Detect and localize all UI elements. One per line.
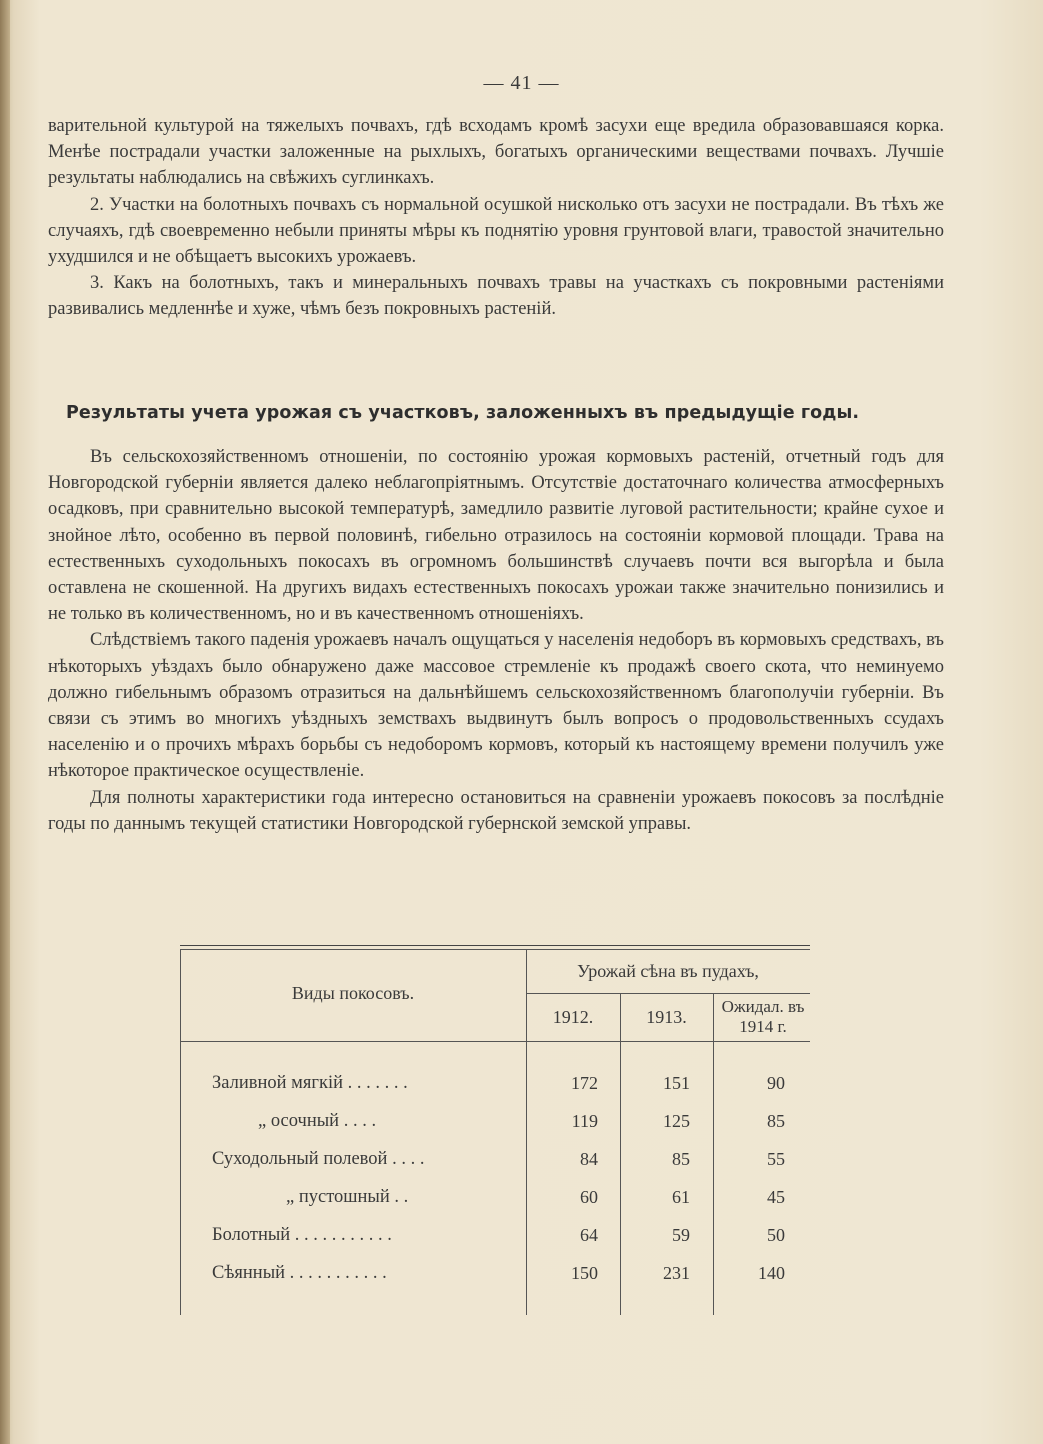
column-header-1914-expected: Ожидал. въ 1914 г. bbox=[721, 997, 805, 1036]
row-label: „ пустошный . . bbox=[286, 1187, 409, 1207]
table-divider-kinds bbox=[526, 949, 527, 1315]
cell-1912: 119 bbox=[571, 1111, 598, 1131]
cell-1914: 85 bbox=[767, 1111, 785, 1131]
row-label: Сѣянный . . . . . . . . . . . bbox=[212, 1263, 387, 1283]
row-label: „ осочный . . . . bbox=[258, 1111, 377, 1131]
paragraph-consequences: Слѣдствіемъ такого паденія урожаевъ началъ ощущаться у населенія недоборъ въ кормовыхъ средствахъ, въ нѣкоторыхъ уѣздахъ было обнаружено даже массовое стремленіе къ продажѣ своего скота, что неминуемо должно гибельнымъ образомъ отразиться на дальнѣйшемъ сельскохозяйственномъ благополучіи губерніи. Въ связи съ этимъ во многихъ уѣздныхъ земствахъ выдвинутъ былъ вопросъ о продовольственныхъ ссудахъ населенію и о прочихъ мѣрахъ борьбы съ недоборомъ кормовъ, который къ настоящему времени получилъ уже нѣкоторое практическое осуществленіе. bbox=[48, 630, 944, 782]
cell-1913: 151 bbox=[663, 1073, 690, 1093]
cell-1914: 50 bbox=[767, 1225, 785, 1245]
cell-1912: 172 bbox=[571, 1073, 598, 1093]
cell-1912: 64 bbox=[580, 1225, 598, 1245]
text-block-main bbox=[48, 444, 944, 837]
row-label: Болотный . . . . . . . . . . . bbox=[212, 1225, 392, 1245]
cell-1914: 55 bbox=[767, 1149, 785, 1169]
text-block-top bbox=[48, 113, 944, 323]
row-label: Заливной мягкій . . . . . . . bbox=[212, 1073, 408, 1093]
column-header-1913: 1913. bbox=[646, 1007, 687, 1027]
paragraph-item-2: 2. Участки на болотныхъ почвахъ съ нормальной осушкой нисколько отъ засухи не пострадали. Въ тѣхъ же случаяхъ, гдѣ своевременно небыли приняты мѣры къ поднятію уровня грунтовой влаги, травостой значительно ухудшился и не обѣщаетъ высокихъ урожаевъ. bbox=[48, 194, 944, 268]
column-header-kind: Виды покосовъ. bbox=[291, 983, 415, 1003]
cell-1912: 60 bbox=[580, 1187, 598, 1207]
paragraph-statistics-intro: Для полноты характеристики года интересно остановиться на сравненіи урожаевъ покосовъ за послѣдніе годы по даннымъ текущей статистики Новгородской губернской земской управы. bbox=[48, 787, 944, 834]
hay-yield-table bbox=[180, 945, 810, 1315]
cell-1914: 90 bbox=[767, 1073, 785, 1093]
cell-1913: 125 bbox=[663, 1111, 690, 1131]
cell-1912: 84 bbox=[580, 1149, 598, 1169]
cell-1912: 150 bbox=[571, 1263, 598, 1283]
cell-1914: 140 bbox=[758, 1263, 785, 1283]
column-group-header-yield: Урожай сѣна въ пудахъ, bbox=[577, 961, 759, 981]
cell-1914: 45 bbox=[767, 1187, 785, 1207]
table-top-rule-inner bbox=[180, 949, 810, 950]
paragraph-yield-conditions: Въ сельскохозяйственномъ отношеніи, по состоянію урожая кормовыхъ растеній, отчетный годъ для Новгородской губерніи является далеко неблагопріятнымъ. Отсутствіе достаточнаго количества атмосферныхъ осадковъ, при сравнительно высокой температурѣ, замедлило развитіе луговой растительности; крайне сухое и знойное лѣто, особенно въ первой половинѣ, гибельно отразилось на состояніи кормовой площади. Трава на естественныхъ суходольныхъ покосахъ въ огромномъ большинствѣ случаевъ почти вся выгорѣла и была оставлена не скошенной. На другихъ видахъ естественныхъ покосахъ урожаи также значительно понизились и не только въ количественномъ, но и въ качественномъ отношеніяхъ. bbox=[48, 447, 944, 625]
page-binding-edge bbox=[0, 0, 10, 1444]
page-number: — 41 — bbox=[483, 72, 560, 94]
column-header-1912: 1912. bbox=[552, 1007, 594, 1027]
cell-1913: 231 bbox=[663, 1263, 690, 1283]
section-heading: Результаты учета урожая съ участковъ, заложенныхъ въ предыдущіе годы. bbox=[66, 403, 860, 423]
row-label: Суходольный полевой . . . . bbox=[212, 1149, 425, 1169]
table-group-header-rule bbox=[526, 993, 810, 994]
cell-1913: 61 bbox=[672, 1187, 690, 1207]
paragraph-continuation: варительной культурой на тяжелыхъ почвахъ, гдѣ всходамъ кромѣ засухи еще вредила образовавшаяся корка. Менѣе пострадали участки заложенные на рыхлыхъ, богатыхъ органическими веществами почвахъ. Лучшіе результаты наблюдались на свѣжихъ суглинкахъ. bbox=[48, 116, 944, 189]
paragraph-item-3: 3. Какъ на болотныхъ, такъ и минеральныхъ почвахъ травы на участкахъ съ покровными растеніями развивались медленнѣе и хуже, чѣмъ безъ покровныхъ растеній. bbox=[48, 273, 944, 320]
table-top-rule bbox=[180, 945, 810, 946]
cell-1913: 59 bbox=[672, 1225, 690, 1245]
cell-1913: 85 bbox=[672, 1149, 690, 1169]
table-header-bottom-rule bbox=[180, 1041, 810, 1042]
